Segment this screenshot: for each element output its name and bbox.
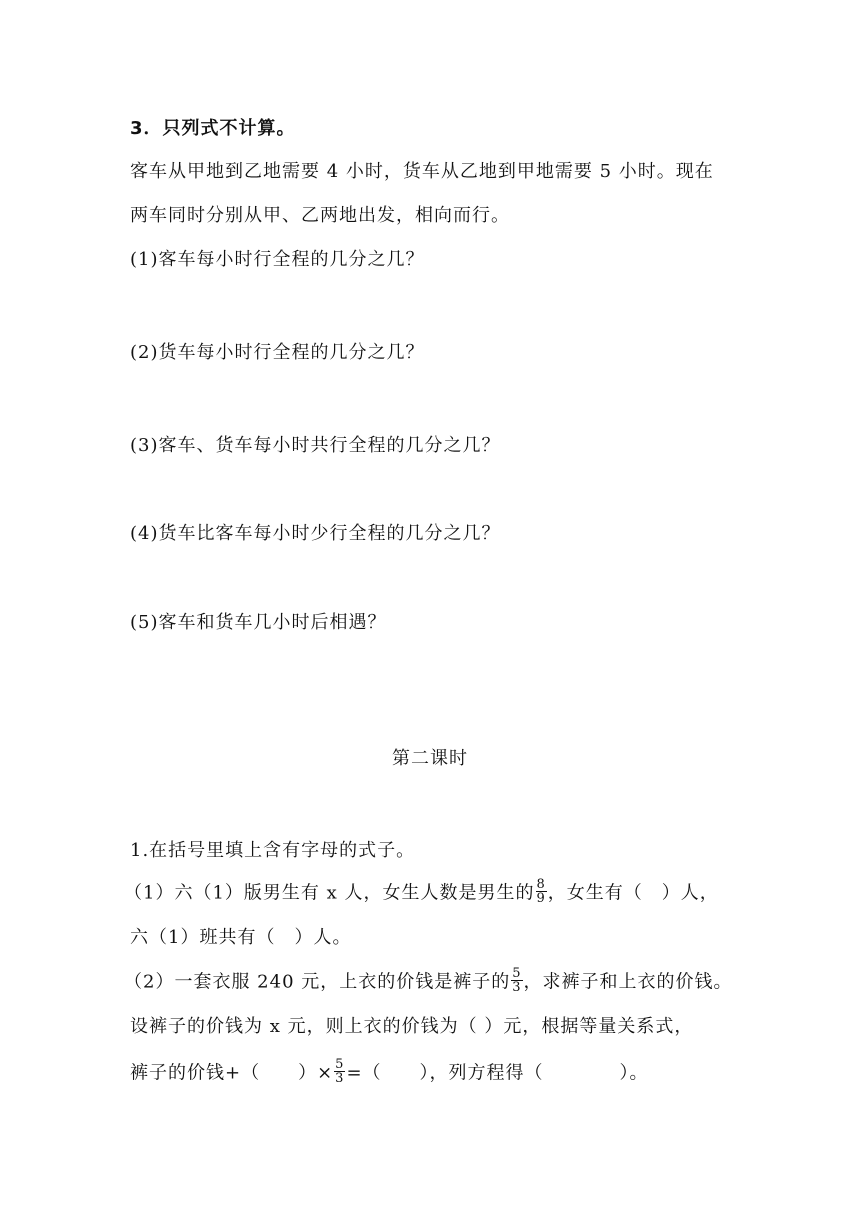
problem-intro-line-1: 客车从甲地到乙地需要 4 小时，货车从乙地到甲地需要 5 小时。现在 [130,161,714,182]
fraction-five-thirds [511,967,522,994]
question-1: (1)客车每小时行全程的几分之几？ [130,249,425,270]
part-2-line-2: 设裤子的价钱为 x 元，则上衣的价钱为（ ）元，根据等量关系式， [130,1016,694,1037]
fraction-numerator: 8 [536,877,546,892]
fraction-numerator: 5 [335,1057,345,1072]
fraction-denominator: 3 [512,980,522,995]
fraction-denominator: 9 [536,891,546,906]
lesson-2-title: 第二课时 [392,748,468,769]
fraction-denominator: 3 [335,1071,345,1086]
lesson-2-q1-heading: 1.在括号里填上含有字母的式子。 [130,840,416,861]
fraction-eight-ninths [536,878,547,905]
part-2-line-1 [124,966,733,996]
problem-intro-line-2: 两车同时分别从甲、乙两地出发，相向而行。 [130,205,510,226]
fraction-numerator: 5 [512,966,522,981]
fraction-five-thirds-2 [334,1058,345,1085]
part-2-text-b: ，求裤子和上衣的价钱。 [523,971,733,993]
part-2-line-3-text-a: 裤子的价钱+（ ）× [130,1062,334,1084]
part-2-line-3 [130,1057,649,1087]
part-1-text-a: （1）六（1）版男生有 x 人，女生人数是男生的 [124,882,535,904]
section-3-heading: 3．只列式不计算。 [130,118,296,139]
part-2-line-3-text-b: =（ ），列方程得（ ）。 [346,1062,649,1084]
question-4: (4)货车比客车每小时少行全程的几分之几？ [130,523,501,544]
question-2: (2)货车每小时行全程的几分之几？ [130,342,425,363]
part-1-line-1 [124,877,719,907]
question-3: (3)客车、货车每小时共行全程的几分之几？ [130,435,501,456]
part-2-text-a: （2）一套衣服 240 元，上衣的价钱是裤子的 [124,971,511,993]
part-1-line-2: 六（1）班共有（ ）人。 [130,927,352,948]
question-5: (5)客车和货车几小时后相遇？ [130,612,387,633]
part-1-text-b: ，女生有（ ）人， [547,882,719,904]
